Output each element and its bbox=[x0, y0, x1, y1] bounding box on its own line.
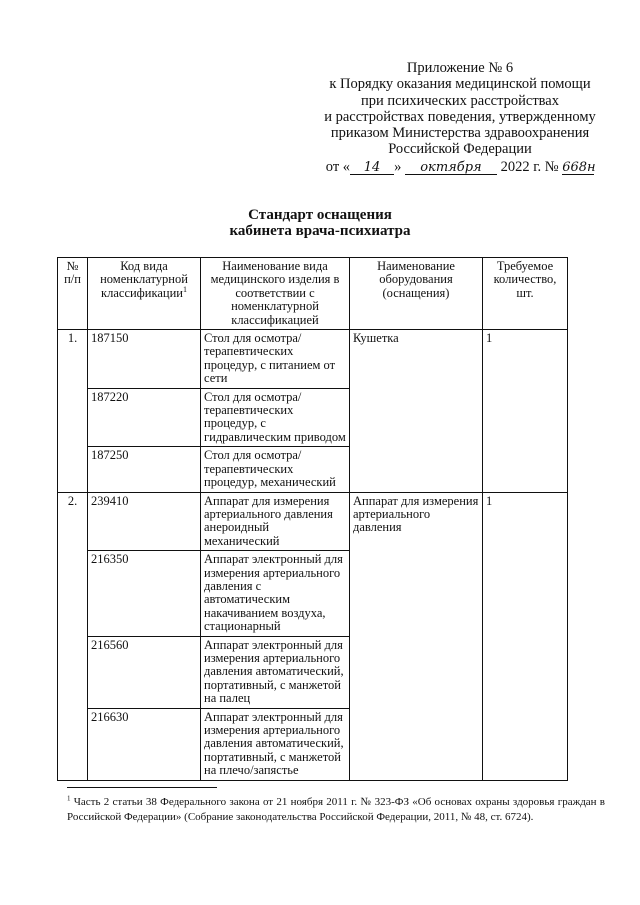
required-quantity: 1 bbox=[483, 492, 568, 780]
handwritten-month: октября bbox=[405, 161, 497, 175]
device-kind-name: Стол для осмотра/терапевтических процедур, механический bbox=[201, 447, 350, 492]
equipment-name: Кушетка bbox=[350, 330, 483, 492]
handwritten-day: 14 bbox=[350, 161, 394, 175]
date-mid: » bbox=[394, 158, 402, 175]
annex-line: Российской Федерации bbox=[388, 141, 532, 158]
classification-code: 187150 bbox=[88, 330, 201, 389]
annex-line: при психических расстройствах bbox=[360, 92, 559, 109]
required-quantity: 1 bbox=[483, 330, 568, 492]
classification-code: 187220 bbox=[88, 388, 201, 447]
classification-code: 216630 bbox=[88, 708, 201, 780]
device-kind-name: Аппарат электронный для измерения артериального давления автоматический, портативный, с манжетой на плечо/запястье bbox=[201, 708, 350, 780]
footnote-text: Часть 2 статьи 38 Федерального закона от 21 ноября 2011 г. № 323-ФЗ «Об основах охраны здоровья граждан в Российской Федерации» (Собрание законодательства Российской Федерации, 2011, № 48, ст. 6724). bbox=[67, 796, 606, 823]
title-line: кабинета врача-психиатра bbox=[229, 223, 411, 239]
header-equipment: Наименование оборудования (оснащения) bbox=[350, 258, 483, 330]
classification-code: 216350 bbox=[88, 551, 201, 636]
annex-line: приказом Министерства здравоохранения bbox=[330, 125, 590, 142]
annex-line: к Порядку оказания медицинской помощи bbox=[329, 76, 591, 93]
classification-code: 216560 bbox=[88, 636, 201, 708]
header-num: № п/п bbox=[58, 258, 88, 330]
handwritten-order-number: 668н bbox=[562, 159, 596, 175]
header-quantity: Требуемое количество, шт. bbox=[483, 258, 568, 330]
equipment-standard-table bbox=[57, 257, 568, 781]
device-kind-name: Аппарат для измерения артериального давления анероидный механический bbox=[201, 492, 350, 551]
annex-line: и расстройствах поведения, утвержденному bbox=[324, 108, 596, 125]
table-header-row bbox=[58, 258, 568, 330]
device-kind-name: Аппарат электронный для измерения артериального давления автоматический, портативный, с манжетой на палец bbox=[201, 636, 350, 708]
order-date-line bbox=[300, 159, 620, 175]
footnote-separator bbox=[67, 787, 217, 788]
table-row bbox=[58, 492, 568, 551]
device-kind-name: Аппарат электронный для измерения артериального давления с автоматическим накачиванием воздуха, стационарный bbox=[201, 551, 350, 636]
row-number: 2. bbox=[58, 492, 88, 780]
annex-line: Приложение № 6 bbox=[406, 60, 514, 76]
title-line: Стандарт оснащения bbox=[248, 207, 392, 223]
table-row bbox=[58, 330, 568, 389]
footnote-marker: 1 bbox=[67, 794, 71, 803]
equipment-name: Аппарат для измерения артериального давления bbox=[350, 492, 483, 780]
classification-code: 187250 bbox=[88, 447, 201, 492]
footnote-marker: 1 bbox=[182, 284, 187, 294]
header-kind: Наименование вида медицинского изделия в соответствии с номенклатурной классификацией bbox=[201, 258, 350, 330]
header-code-text: Код вида номенклатурной классификации bbox=[100, 259, 188, 300]
date-year: 2022 г. № bbox=[500, 158, 559, 175]
header-code bbox=[88, 258, 201, 330]
annex-header bbox=[300, 60, 620, 175]
document-title bbox=[0, 207, 640, 239]
classification-code: 239410 bbox=[88, 492, 201, 551]
device-kind-name: Стол для осмотра/терапевтических процедур, с гидравлическим приводом bbox=[201, 388, 350, 447]
device-kind-name: Стол для осмотра/терапевтических процедур, с питанием от сети bbox=[201, 330, 350, 389]
row-number: 1. bbox=[58, 330, 88, 492]
date-prefix: от « bbox=[325, 158, 351, 175]
footnote bbox=[67, 795, 605, 824]
